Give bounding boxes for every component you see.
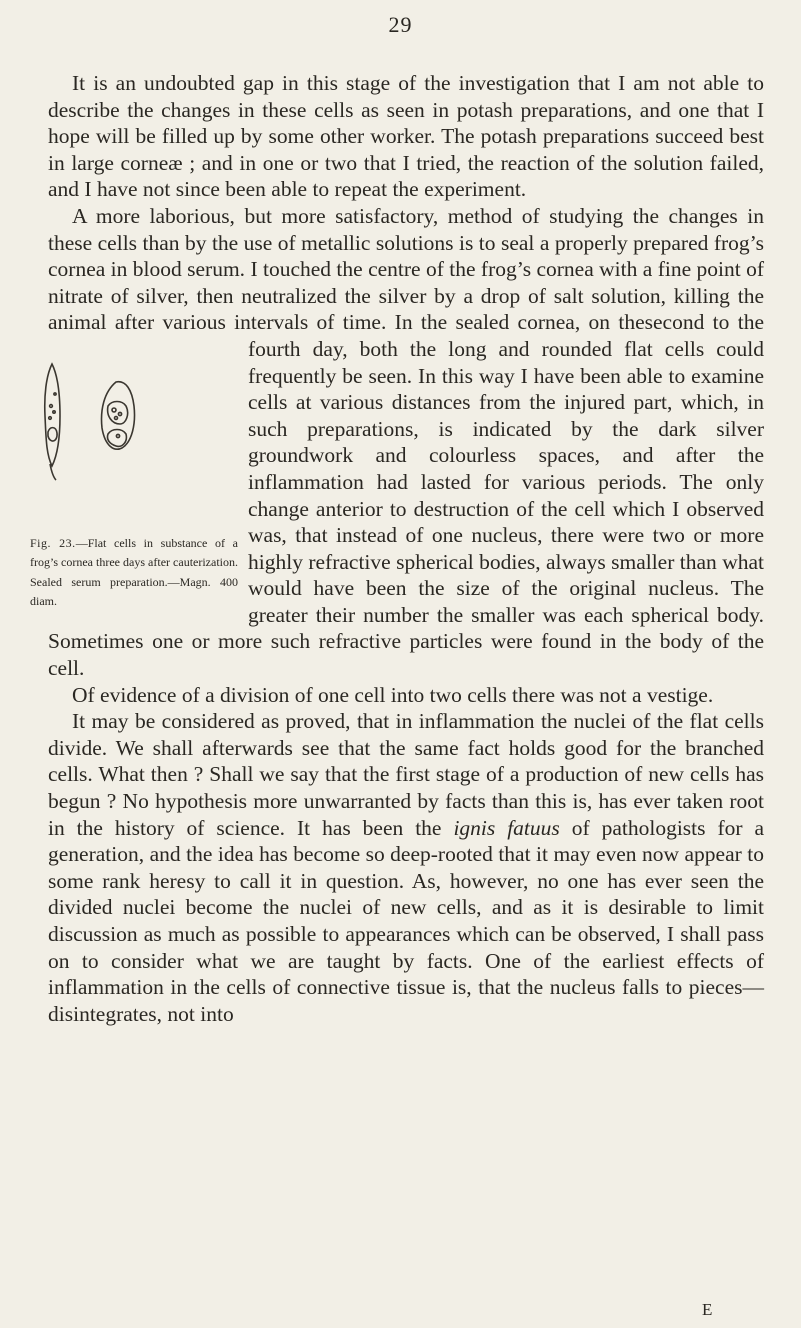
page-number: 29 xyxy=(388,12,413,37)
refractive-body xyxy=(54,393,56,395)
refractive-body xyxy=(53,411,55,413)
figure-caption-text: —Flat cells in substance of a frog’s cornea three days after cauterization. Sealed serum preparation.—Magn. 400 diam. xyxy=(30,535,239,609)
refractive-body xyxy=(116,434,119,437)
cell-illustration xyxy=(30,336,238,532)
paragraph-3: Of evidence of a division of one cell into two cells there was not a vestige. xyxy=(72,682,714,707)
cell-tail xyxy=(50,464,56,480)
long-flat-cell xyxy=(45,364,60,466)
figure-label: Fig. 23. xyxy=(30,535,76,550)
paragraph-2 xyxy=(30,203,764,682)
figure-23 xyxy=(30,336,238,622)
paragraph-1: It is an undoubted gap in this stage of the investigation that I am not able to describe the changes in these cells as seen in potash preparations, and one that I hope will be filled up by some other worker. The potash preparations succeed best in large corneæ ; and in one or two that I tried, the reaction of the solution failed, and I have not since been able to repeat the experiment. xyxy=(48,71,764,202)
figure-caption xyxy=(30,534,238,612)
paragraph-2-start: A more laborious, but more satisfactory, method of studying the changes in these cells than by the use of metallic solutions is to seal a properly prepared frog’s cornea in blood serum. I touched the centre of the frog’s cornea with a fine point of nitrate of silver, then neutralized the silver by a drop of salt solution, killing the animal after various intervals of time. In the sealed cornea, on the xyxy=(48,203,764,335)
refractive-body xyxy=(49,417,52,420)
refractive-body xyxy=(50,405,53,408)
refractive-body xyxy=(115,416,118,419)
rounded-flat-cell xyxy=(102,382,135,449)
refractive-body xyxy=(112,408,116,412)
paragraph-4-end: of pathologists for a generation, and the idea has become so deep-rooted that it may even now appear to some rank heresy to call it in question. As, however, no one has ever seen the divided nuclei become the nuclei of new cells, and as it is desirable to limit discussion as much as possible to appearances which can be observed, I shall pass on to consider what we are taught by facts. One of the earliest effects of inflammation in the cells of connective tissue is, that the nucleus falls to pieces—disintegrates, not into xyxy=(48,815,764,1026)
signature-mark: E xyxy=(702,1300,713,1319)
paragraph-4-start: It may be considered as proved, that in inflammation the nuclei of the flat cells divide. We shall afterwards see that the same fact holds good for the branched cells. What then ? Shall we say that the first stage of a production of new cells has begun ? No hypothesis more unwarranted by facts than this is, has ever taken root in the history of science. It has been the xyxy=(48,709,764,840)
refractive-body xyxy=(118,412,121,415)
long-cell-nucleus xyxy=(48,428,57,441)
paragraph-4 xyxy=(48,708,764,1027)
long-cell-drawing xyxy=(45,364,60,480)
body-text xyxy=(30,70,764,1027)
italic-phrase: ignis fatuus xyxy=(453,815,560,840)
rounded-cell-nucleus xyxy=(108,401,128,424)
rounded-cell-drawing xyxy=(102,382,135,449)
paragraph-2-continued: second to the fourth day, both the long and rounded flat cells could frequently be seen. In this way I have been able to examine cells at various distances from the injured part, which, in such preparations, is indicated by the dark silver groundwork and colourless spaces, and after the inflammation had lasted for various periods. The only change anterior to destruction of the cell which I observed was, that instead of one nucleus, there were two or more highly refractive spherical bodies, always smaller than what would have been the size of the original nucleus. The greater their number the smaller was each spherical body. Sometimes one or more such refractive particles were found in the body of the cell. xyxy=(48,310,764,681)
